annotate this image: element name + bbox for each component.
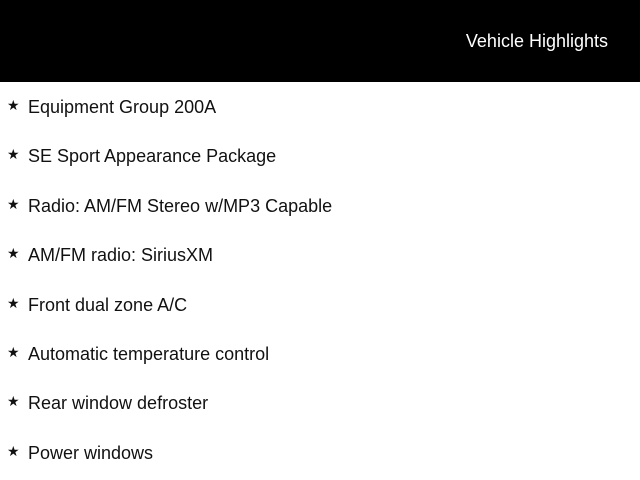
list-item bbox=[0, 181, 640, 230]
highlights-list bbox=[0, 82, 640, 477]
highlight-label: Radio: AM/FM Stereo w/MP3 Capable bbox=[28, 195, 333, 216]
highlight-label: Rear window defroster bbox=[28, 393, 209, 414]
list-item bbox=[0, 378, 640, 427]
highlight-label: Power windows bbox=[28, 442, 154, 463]
star-icon: ★ bbox=[7, 442, 20, 459]
highlight-label: AM/FM radio: SiriusXM bbox=[28, 245, 214, 266]
star-icon: ★ bbox=[7, 393, 20, 410]
star-icon: ★ bbox=[7, 146, 20, 163]
header-bar bbox=[0, 0, 640, 82]
list-item bbox=[0, 329, 640, 378]
list-item bbox=[0, 280, 640, 329]
highlight-label: Automatic temperature control bbox=[28, 343, 270, 364]
star-icon: ★ bbox=[7, 97, 20, 113]
highlight-label: Equipment Group 200A bbox=[28, 97, 217, 117]
star-icon: ★ bbox=[7, 294, 20, 311]
highlight-label: Front dual zone A/C bbox=[28, 294, 188, 315]
highlight-label: SE Sport Appearance Package bbox=[28, 146, 277, 167]
star-icon: ★ bbox=[7, 343, 20, 360]
star-icon: ★ bbox=[7, 245, 20, 262]
page-title: Vehicle Highlights bbox=[465, 31, 608, 51]
list-item bbox=[0, 131, 640, 180]
list-item bbox=[0, 230, 640, 279]
list-item bbox=[0, 428, 640, 477]
star-icon: ★ bbox=[7, 195, 20, 212]
list-item bbox=[0, 82, 640, 131]
